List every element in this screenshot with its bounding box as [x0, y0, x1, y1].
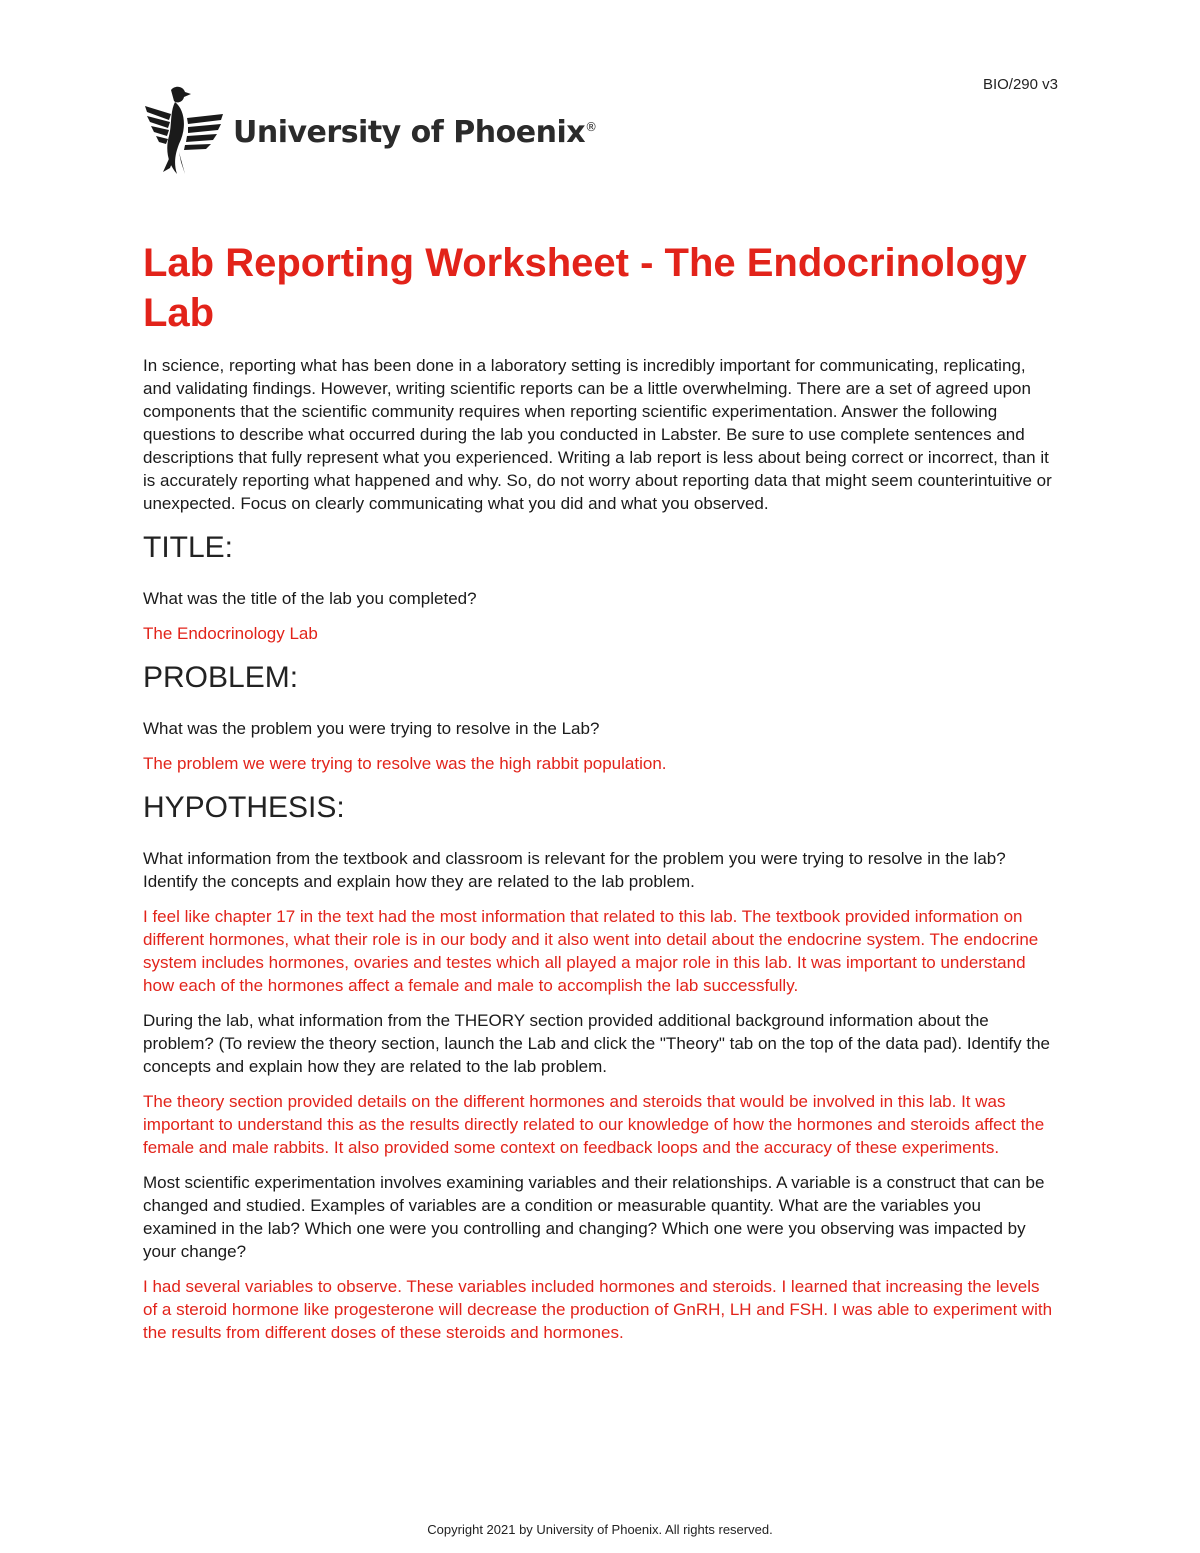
registered-mark: ® [585, 119, 597, 134]
section-heading-problem: PROBLEM: [143, 661, 299, 694]
course-code: BIO/290 v3 [982, 76, 1058, 93]
page-title: Lab Reporting Worksheet - The Endocrinology Lab [143, 241, 1027, 335]
question-hypothesis-textbook: What information from the textbook and classroom is relevant for the problem you were trying to resolve in the lab? Identify the concepts and explain how they are related to the lab problem. [143, 849, 1006, 891]
section-heading-hypothesis: HYPOTHESIS: [143, 791, 345, 824]
question-hypothesis-theory: During the lab, what information from the THEORY section provided additional background information about the problem? (To review the theory section, launch the Lab and click the "Theory" tab on the top of the data pad). Identify the concepts and explain how they are related to the lab problem. [143, 1011, 1051, 1076]
answer-hypothesis-textbook: I feel like chapter 17 in the text had the most information that related to this lab. The textbook provided information on different hormones, what their role is in our body and it also went into detail about the endocrine system. The endocrine system includes hormones, ovaries and testes which all played a major role in this lab. It was important to understand how each of the hormones affect a female and male to accomplish the lab successfully. [143, 907, 1039, 995]
question-hypothesis-variables: Most scientific experimentation involves examining variables and their relationships. A variable is a construct that can be changed and studied. Examples of variables are a condition or measurable quantity. What are the variables you examined in the lab? Which one were you controlling and changing? Which one were you observing was impacted by your change? [143, 1173, 1045, 1261]
university-logo [143, 84, 597, 176]
worksheet-body [143, 238, 1058, 1356]
section-heading-title: TITLE: [143, 531, 234, 564]
intro-paragraph: In science, reporting what has been done in a laboratory setting is incredibly important for communicating, replicating, and validating findings. However, writing scientific reports can be a little overwhelming. There are a set of agreed upon components that the scientific community requires when reporting scientific experimentation. Answer the following questions to describe what occurred during the lab you conducted in Labster. Be sure to use complete sentences and descriptions that fully represent what you experienced. Writing a lab report is less about being correct or incorrect, than it is accurately reporting what happened and why. So, do not worry about reporting data that might seem counterintuitive or unexpected. Focus on clearly communicating what you did and what you observed. [143, 356, 1052, 513]
phoenix-bird-icon [143, 84, 225, 176]
answer-problem: The problem we were trying to resolve was the high rabbit population. [143, 754, 667, 773]
copyright-footer: Copyright 2021 by University of Phoenix. All rights reserved. [427, 1522, 773, 1537]
question-title: What was the title of the lab you completed? [143, 589, 477, 608]
answer-hypothesis-theory: The theory section provided details on the different hormones and steroids that would be involved in this lab. It was important to understand this as the results directly related to our knowledge of how the hormones and steroids affect the female and male rabbits. It also provided some context on feedback loops and the accuracy of these experiments. [143, 1092, 1045, 1157]
answer-hypothesis-variables: I had several variables to observe. These variables included hormones and steroids. I learned that increasing the levels of a steroid hormone like progesterone will decrease the production of GnRH, LH and FSH. I was able to experiment with the results from different doses of these steroids and hormones. [143, 1277, 1053, 1342]
logo-wordmark [233, 115, 597, 150]
answer-title: The Endocrinology Lab [143, 624, 318, 643]
question-problem: What was the problem you were trying to resolve in the Lab? [143, 719, 600, 738]
logo-text: University of Phoenix [233, 114, 586, 150]
